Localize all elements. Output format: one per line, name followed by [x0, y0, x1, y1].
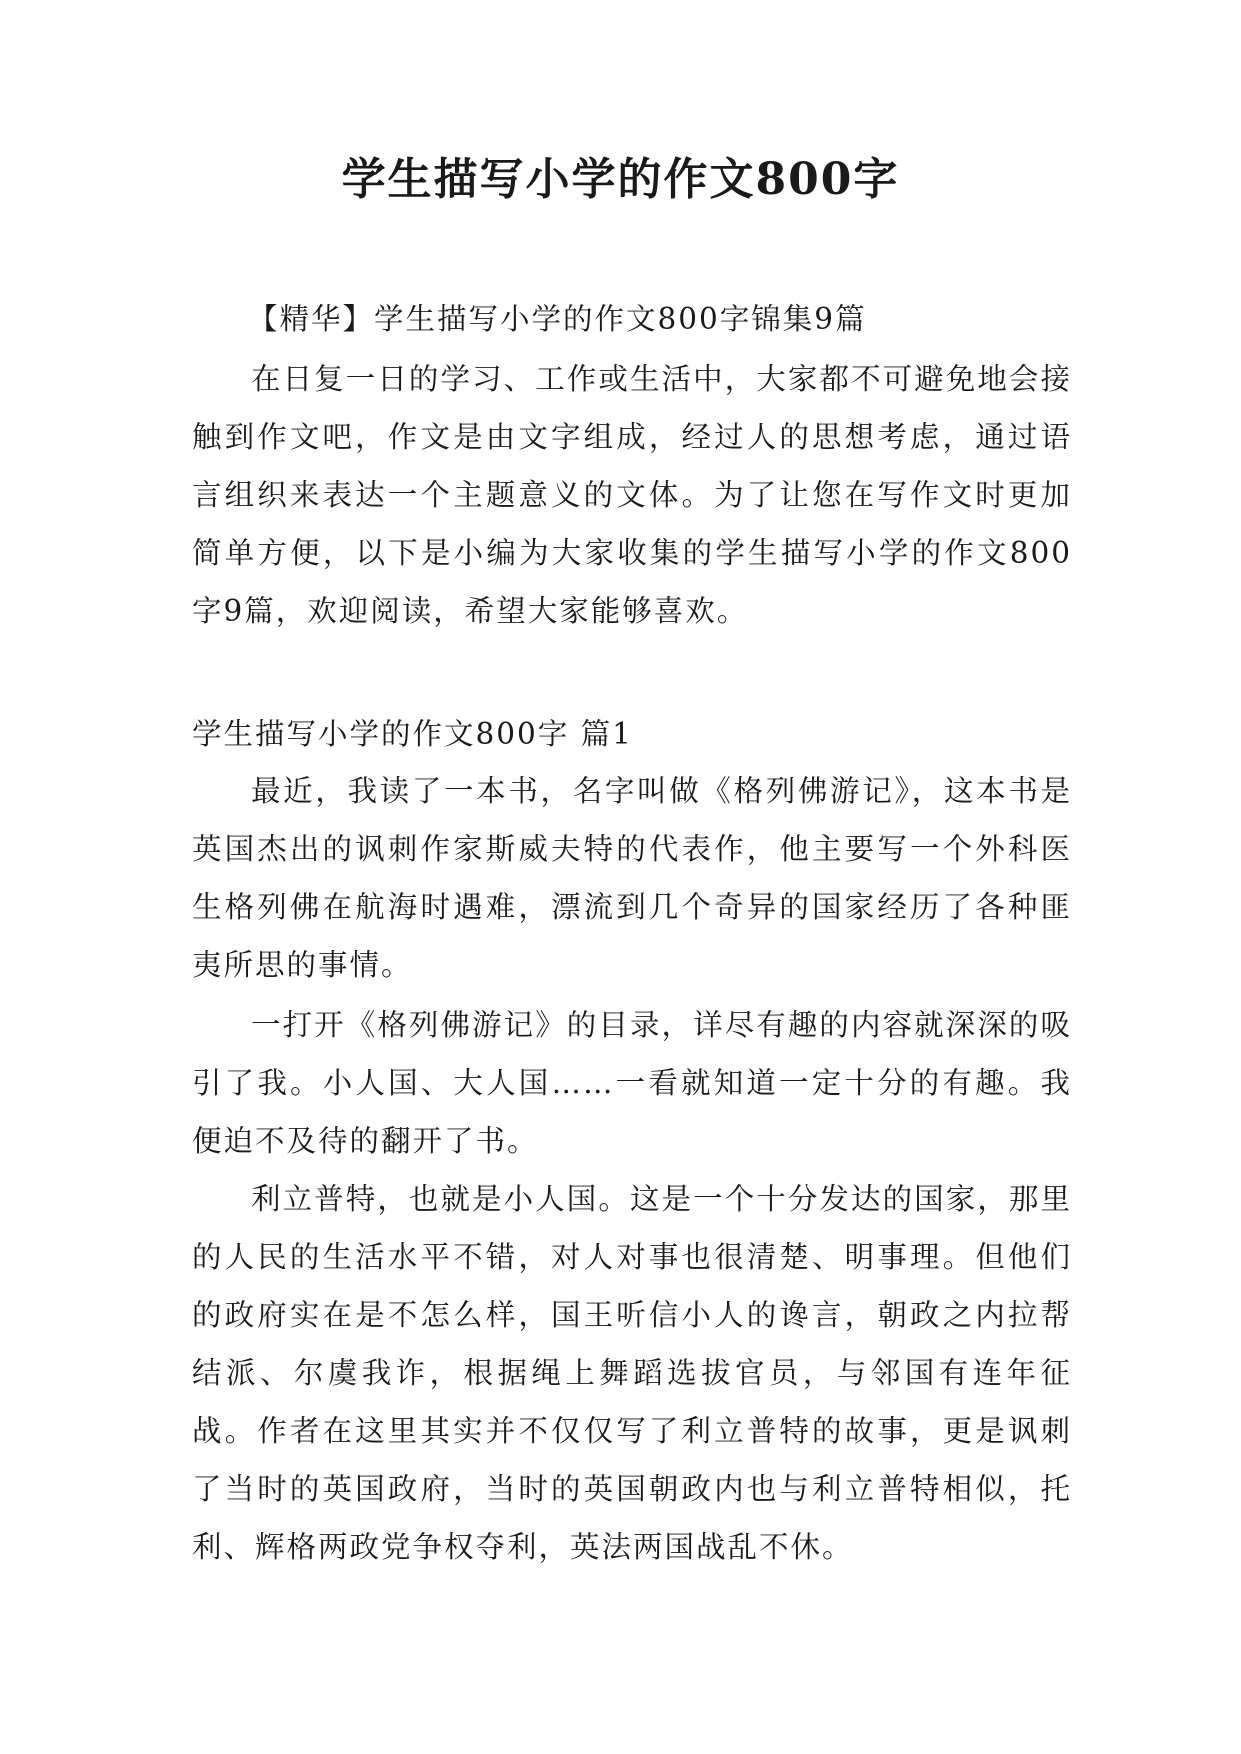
- intro-heading: 【精华】学生描写小学的作文800字锦集9篇: [248, 302, 867, 336]
- body-paragraph-2: 一打开《格列佛游记》的目录，详尽有趣的内容就深深的吸引了我。小人国、大人国……一看就知道一定十分的有趣。我便迫不及待的翻开了书。: [192, 1008, 1072, 1158]
- document-title: 学生描写小学的作文800字: [341, 154, 900, 205]
- intro-paragraph: 在日复一日的学习、工作或生活中，大家都不可避免地会接触到作文吧，作文是由文字组成，经过人的思想考虑，通过语言组织来表达一个主题意义的文体。为了让您在写作文时更加简单方便，以下是小编为大家收集的学生描写小学的作文800字9篇，欢迎阅读，希望大家能够喜欢。: [192, 362, 1072, 628]
- section-heading: 学生描写小学的作文800字 篇1: [192, 717, 633, 751]
- body-paragraph-1: 最近，我读了一本书，名字叫做《格列佛游记》，这本书是英国杰出的讽刺作家斯威夫特的代表作，他主要写一个外科医生格列佛在航海时遇难，漂流到几个奇异的国家经历了各种匪夷所思的事情。: [192, 774, 1072, 982]
- body-paragraph-3: 利立普特，也就是小人国。这是一个十分发达的国家，那里的人民的生活水平不错，对人对事也很清楚、明事理。但他们的政府实在是不怎么样，国王听信小人的谗言，朝政之内拉帮结派、尔虞我诈，根据绳上舞蹈选拔官员，与邻国有连年征战。作者在这里其实并不仅仅写了利立普特的故事，更是讽刺了当时的英国政府，当时的英国朝政内也与利立普特相似，托利、辉格两政党争权夺利，英法两国战乱不休。: [192, 1182, 1072, 1564]
